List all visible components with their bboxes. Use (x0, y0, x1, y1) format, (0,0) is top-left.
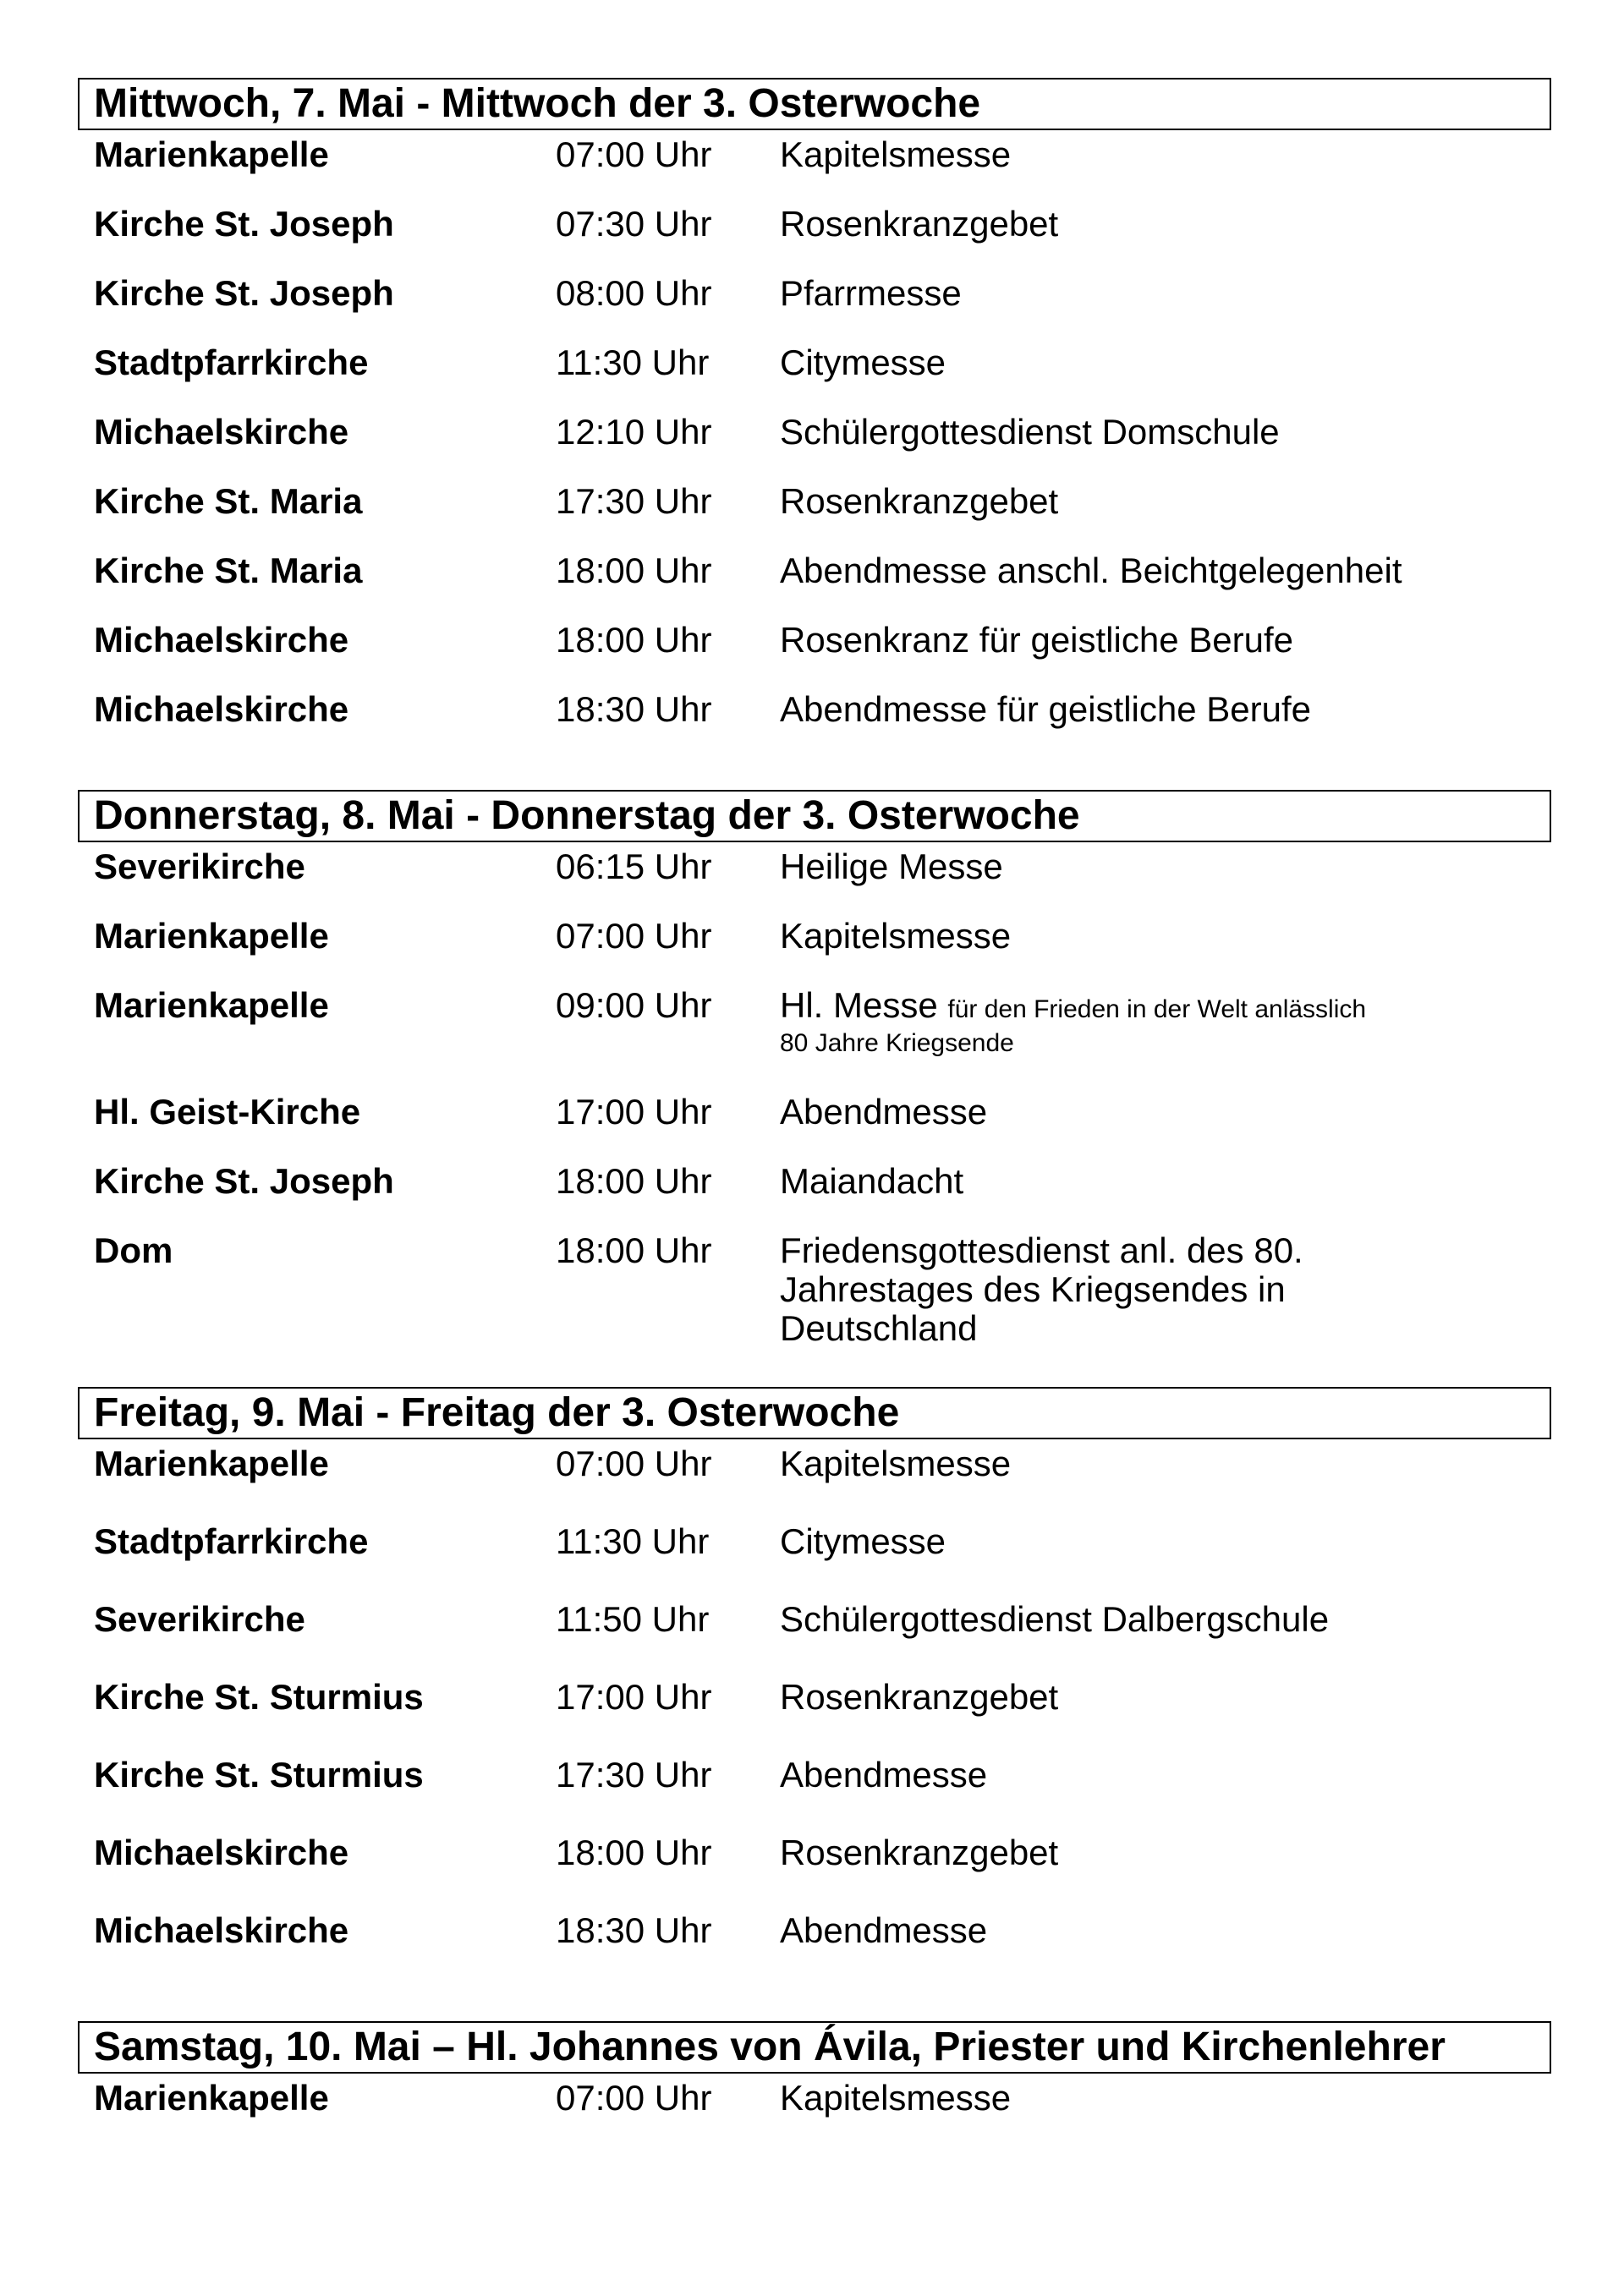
entry-description: Abendmesse (780, 1910, 988, 1950)
entry-place: Kirche St. Joseph (94, 1161, 394, 1201)
entry-time: 18:00 Uhr (556, 1230, 712, 1270)
schedule-entry (78, 1600, 1551, 1678)
day-header: Donnerstag, 8. Mai - Donnerstag der 3. Osterwoche (78, 790, 1551, 842)
schedule-entry (78, 690, 1551, 759)
schedule-entry (78, 1756, 1551, 1833)
entry-description: Kapitelsmesse (780, 1444, 1012, 1483)
entry-description: Rosenkranzgebet (780, 204, 1059, 244)
entry-place: Kirche St. Joseph (94, 204, 394, 244)
entry-place: Marienkapelle (94, 916, 329, 956)
schedule-entry (78, 274, 1551, 343)
entry-description: Rosenkranz für geistliche Berufe (780, 620, 1293, 660)
entry-description (780, 986, 1551, 1059)
entry-time: 17:30 Uhr (556, 1755, 712, 1795)
entry-place: Michaelskirche (94, 620, 349, 660)
entry-time: 18:00 Uhr (556, 1161, 712, 1201)
entry-time: 07:00 Uhr (556, 134, 712, 174)
entry-place: Marienkapelle (94, 985, 329, 1025)
schedule-entry (78, 551, 1551, 621)
entry-description: Abendmesse anschl. Beichtgelegenheit (780, 551, 1402, 590)
day-section-wednesday (78, 78, 1551, 759)
entry-list (78, 842, 1551, 1350)
schedule-entry (78, 343, 1551, 413)
entry-description-note: für den Frieden in der Welt anlässlich (947, 995, 1367, 1023)
entry-place: Michaelskirche (94, 412, 349, 452)
schedule-entry (78, 482, 1551, 551)
entry-place: Kirche St. Sturmius (94, 1677, 424, 1717)
entry-place: Michaelskirche (94, 1910, 349, 1950)
entry-description-note-line-2: 80 Jahre Kriegsende (780, 1029, 1014, 1057)
entry-description: Heilige Messe (780, 847, 1003, 886)
schedule-entry (78, 1678, 1551, 1756)
entry-description: Pfarrmesse (780, 273, 962, 313)
entry-place: Michaelskirche (94, 689, 349, 729)
entry-description: Abendmesse für geistliche Berufe (780, 689, 1312, 729)
schedule-entry (78, 413, 1551, 482)
day-section-thursday (78, 790, 1551, 1350)
entry-place: Stadtpfarrkirche (94, 342, 369, 382)
schedule-entry (78, 986, 1551, 1093)
entry-description: Rosenkranzgebet (780, 1833, 1059, 1872)
entry-place: Marienkapelle (94, 2078, 329, 2118)
entry-time: 11:30 Uhr (556, 342, 710, 382)
entry-place: Michaelskirche (94, 1833, 349, 1872)
entry-place: Marienkapelle (94, 134, 329, 174)
entry-place: Marienkapelle (94, 1444, 329, 1483)
entry-place: Kirche St. Maria (94, 551, 363, 590)
day-section-saturday (78, 2021, 1551, 2148)
entry-place: Severikirche (94, 1599, 305, 1639)
schedule-entry (78, 1231, 1551, 1350)
entry-description: Citymesse (780, 342, 946, 382)
entry-place: Kirche St. Maria (94, 481, 363, 521)
entry-time: 07:00 Uhr (556, 1444, 712, 1483)
schedule-entry (78, 1444, 1551, 1522)
entry-time: 11:50 Uhr (556, 1599, 710, 1639)
entry-place: Kirche St. Sturmius (94, 1755, 424, 1795)
schedule-entry (78, 1093, 1551, 1162)
day-header: Freitag, 9. Mai - Freitag der 3. Osterwoche (78, 1387, 1551, 1439)
entry-place: Hl. Geist-Kirche (94, 1092, 361, 1132)
entry-place: Dom (94, 1230, 173, 1270)
entry-time: 07:00 Uhr (556, 916, 712, 956)
entry-time: 11:30 Uhr (556, 1521, 710, 1561)
entry-time: 06:15 Uhr (556, 847, 712, 886)
schedule-entry (78, 1833, 1551, 1911)
entry-time: 18:30 Uhr (556, 1910, 712, 1950)
schedule-entry (78, 847, 1551, 917)
entry-time: 18:30 Uhr (556, 689, 712, 729)
schedule-page (78, 78, 1551, 2148)
entry-description: Schülergottesdienst Dalbergschule (780, 1599, 1330, 1639)
entry-time: 18:00 Uhr (556, 1833, 712, 1872)
day-section-friday (78, 1387, 1551, 1989)
entry-place: Kirche St. Joseph (94, 273, 394, 313)
entry-place: Severikirche (94, 847, 305, 886)
entry-time: 07:30 Uhr (556, 204, 712, 244)
day-header: Samstag, 10. Mai – Hl. Johannes von Ávila, Priester und Kirchenlehrer (78, 2021, 1551, 2074)
entry-time: 18:00 Uhr (556, 620, 712, 660)
entry-list (78, 130, 1551, 759)
entry-list (78, 2074, 1551, 2148)
entry-description: Kapitelsmesse (780, 916, 1012, 956)
schedule-entry (78, 1522, 1551, 1600)
schedule-entry (78, 205, 1551, 274)
entry-time: 17:00 Uhr (556, 1677, 712, 1717)
entry-description: Schülergottesdienst Domschule (780, 412, 1280, 452)
entry-place: Stadtpfarrkirche (94, 1521, 369, 1561)
entry-description: Kapitelsmesse (780, 2078, 1012, 2118)
entry-list (78, 1439, 1551, 1989)
entry-time: 18:00 Uhr (556, 551, 712, 590)
entry-time: 07:00 Uhr (556, 2078, 712, 2118)
entry-description-line: Jahrestages des Kriegsendes in (780, 1269, 1286, 1309)
entry-description (780, 1231, 1551, 1348)
entry-time: 17:30 Uhr (556, 481, 712, 521)
entry-description: Citymesse (780, 1521, 946, 1561)
entry-description: Kapitelsmesse (780, 134, 1012, 174)
day-header: Mittwoch, 7. Mai - Mittwoch der 3. Osterwoche (78, 78, 1551, 130)
entry-time: 17:00 Uhr (556, 1092, 712, 1132)
entry-description-line: Friedensgottesdienst anl. des 80. (780, 1230, 1303, 1270)
entry-time: 12:10 Uhr (556, 412, 712, 452)
entry-description: Maiandacht (780, 1161, 964, 1201)
schedule-entry (78, 135, 1551, 205)
schedule-entry (78, 2079, 1551, 2148)
entry-description: Abendmesse (780, 1755, 988, 1795)
entry-description-line: Deutschland (780, 1308, 978, 1348)
schedule-entry (78, 1911, 1551, 1989)
entry-time: 09:00 Uhr (556, 985, 712, 1025)
entry-description: Rosenkranzgebet (780, 1677, 1059, 1717)
schedule-entry (78, 1162, 1551, 1231)
entry-time: 08:00 Uhr (556, 273, 712, 313)
entry-description: Abendmesse (780, 1092, 988, 1132)
schedule-entry (78, 621, 1551, 690)
entry-description-main: Hl. Messe (780, 985, 938, 1025)
schedule-entry (78, 917, 1551, 986)
entry-description: Rosenkranzgebet (780, 481, 1059, 521)
